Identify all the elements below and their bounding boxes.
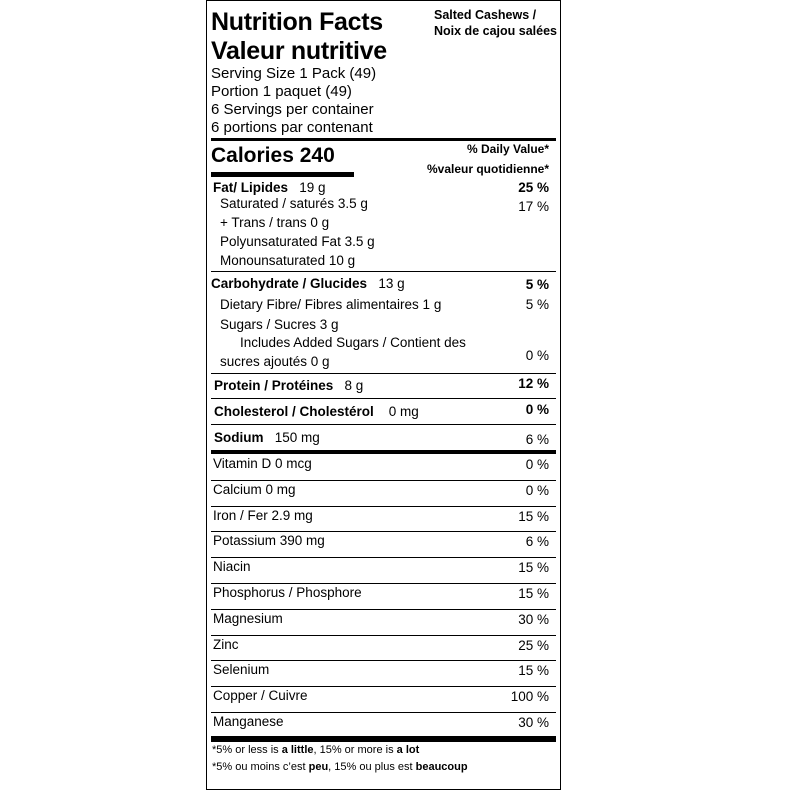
nutrient-label: Vitamin D 0 mcg — [213, 456, 312, 471]
cholesterol-amount: 0 mg — [388, 404, 419, 419]
nutrient-dv: 100 % — [510, 689, 549, 705]
nutrient-label: Niacin — [213, 559, 251, 575]
servings-per-container-english: 6 Servings per container — [211, 101, 374, 118]
rule-divider — [211, 557, 556, 558]
nutrient-dv: 15 % — [518, 508, 549, 524]
sodium-amount: 150 mg — [274, 430, 320, 445]
nutrient-dv: 15 % — [518, 586, 549, 601]
product-name-french: Noix de cajou salées — [434, 24, 557, 38]
daily-value-header-english: % Daily Value* — [466, 142, 549, 156]
nutrient-dv: 0 % — [525, 457, 549, 472]
polyunsaturated-fat: Polyunsaturated Fat 3.5 g — [220, 234, 375, 249]
rule-footnote — [211, 736, 556, 742]
fat-amount: 19 g — [299, 180, 326, 195]
carbohydrate-row — [211, 276, 405, 291]
fat-label: Fat/ Lipides — [213, 180, 289, 195]
nutrient-dv: 30 % — [518, 611, 549, 627]
sodium-label: Sodium — [214, 430, 264, 445]
nutrition-facts-label — [206, 0, 561, 790]
daily-value-header-french: %valeur quotidienne* — [426, 162, 549, 176]
added-sugars-line-1: Includes Added Sugars / Contient des — [240, 335, 466, 350]
added-sugars-dv: 0 % — [525, 348, 549, 363]
carbohydrate-label: Carbohydrate / Glucides — [211, 276, 368, 291]
nutrient-label: Copper / Cuivre — [213, 688, 308, 704]
sodium-dv: 6 % — [525, 432, 549, 447]
rule-thick — [211, 450, 556, 454]
rule-divider — [211, 712, 556, 713]
protein-label: Protein / Protéines — [214, 378, 334, 393]
nutrient-dv: 0 % — [525, 482, 549, 498]
footnote-english: *5% or less is a little, 15% or more is a lot — [212, 744, 420, 756]
rule-divider — [211, 531, 556, 532]
sugars: Sugars / Sucres 3 g — [220, 317, 339, 332]
carbohydrate-amount: 13 g — [378, 276, 405, 291]
cholesterol-label: Cholesterol / Cholestérol — [214, 404, 374, 419]
rule-divider — [211, 609, 556, 610]
fat-row — [213, 180, 326, 195]
footnote-french: *5% ou moins c’est peu, 15% ou plus est beaucoup — [212, 761, 468, 773]
nutrient-label: Selenium — [213, 662, 270, 678]
protein-row — [214, 378, 363, 393]
protein-amount: 8 g — [344, 378, 364, 393]
rule-divider — [211, 398, 556, 399]
rule-divider — [211, 660, 556, 661]
rule-divider — [211, 583, 556, 584]
nutrient-dv: 25 % — [518, 637, 549, 653]
sodium-row — [214, 430, 320, 445]
saturated-fat-dv: 17 % — [518, 199, 549, 214]
dietary-fibre-dv: 5 % — [525, 297, 549, 312]
protein-dv: 12 % — [518, 376, 549, 391]
rule-thick — [211, 138, 556, 141]
nutrient-dv: 15 % — [518, 663, 549, 679]
nutrient-dv: 30 % — [518, 715, 549, 730]
dietary-fibre: Dietary Fibre/ Fibres alimentaires 1 g — [220, 297, 442, 312]
rule-calories — [211, 172, 354, 177]
nutrient-label: Zinc — [213, 636, 239, 652]
nutrient-label: Phosphorus / Phosphore — [213, 585, 362, 600]
saturated-fat: Saturated / saturés 3.5 g — [220, 196, 368, 211]
nutrient-label: Magnesium — [213, 610, 283, 626]
rule-divider — [211, 686, 556, 687]
fat-dv: 25 % — [518, 180, 549, 195]
product-name-english: Salted Cashews / — [434, 8, 537, 22]
title-french: Valeur nutritive — [211, 37, 387, 65]
calories: Calories 240 — [211, 144, 335, 167]
rule-divider — [211, 506, 556, 507]
rule-divider — [211, 480, 556, 481]
monounsaturated-fat: Monounsaturated 10 g — [220, 253, 356, 268]
title-english: Nutrition Facts — [211, 8, 383, 36]
nutrient-label: Iron / Fer 2.9 mg — [213, 507, 313, 523]
servings-per-container-french: 6 portions par contenant — [211, 119, 373, 136]
rule-divider — [211, 424, 556, 425]
cholesterol-row — [214, 404, 419, 419]
added-sugars-line-2: sucres ajoutés 0 g — [220, 354, 330, 369]
nutrient-label: Potassium 390 mg — [213, 533, 325, 549]
carbohydrate-dv: 5 % — [525, 277, 549, 292]
rule-divider — [211, 373, 556, 374]
rule-divider — [211, 271, 556, 272]
nutrient-dv: 15 % — [518, 560, 549, 576]
nutrient-label: Calcium 0 mg — [213, 481, 296, 497]
cholesterol-dv: 0 % — [525, 402, 549, 417]
portion: Portion 1 paquet (49) — [211, 83, 352, 100]
nutrient-label: Manganese — [213, 714, 284, 729]
nutrient-dv: 6 % — [525, 534, 549, 550]
rule-divider — [211, 635, 556, 636]
serving-size: Serving Size 1 Pack (49) — [211, 65, 377, 82]
trans-fat: + Trans / trans 0 g — [220, 215, 330, 230]
